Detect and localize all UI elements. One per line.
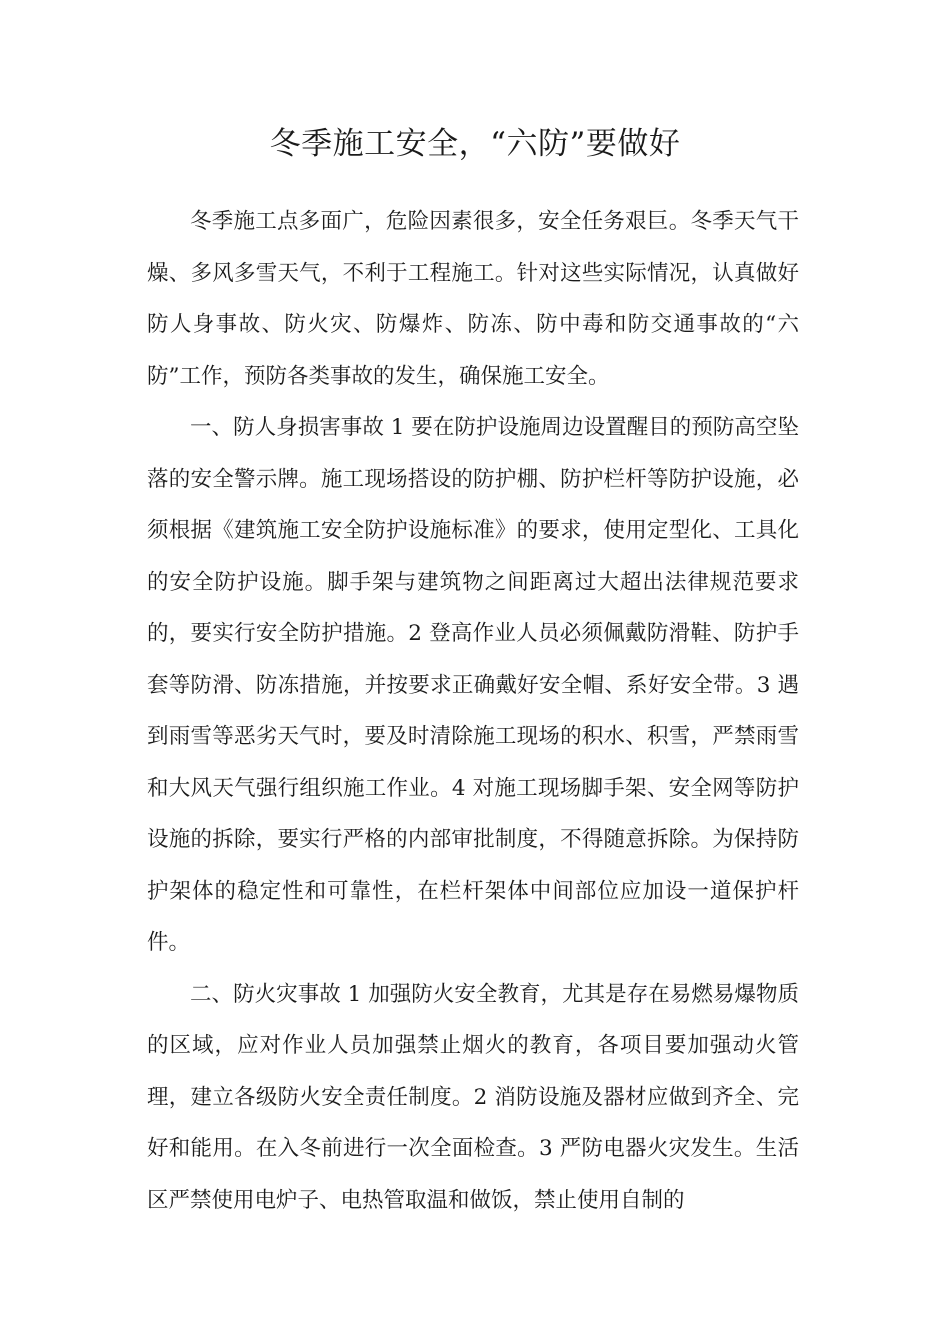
paragraph-section-2: 二、防火灾事故 1 加强防火安全教育，尤其是存在易燃易爆物质的区域，应对作业人员加强禁止烟火的教育，各项目要加强动火管理，建立各级防火安全责任制度。2 消防设施及器材应做到齐全、完好和能用。在入冬前进行一次全面检查。3 严防电器火灾发生。生活区严禁使用电炉子、电热管取温和做饭，禁止使用自制的 [147, 981, 799, 1213]
document-body [147, 196, 799, 1226]
paragraph-intro: 冬季施工点多面广，危险因素很多，安全任务艰巨。冬季天气干燥、多风多雪天气，不利于工程施工。针对这些实际情况，认真做好防人身事故、防火灾、防爆炸、防冻、防中毒和防交通事故的“六防”工作，预防各类事故的发生，确保施工安全。 [147, 209, 799, 389]
paragraph-section-1: 一、防人身损害事故 1 要在防护设施周边设置醒目的预防高空坠落的安全警示牌。施工现场搭设的防护棚、防护栏杆等防护设施，必须根据《建筑施工安全防护设施标准》的要求，使用定型化、工具化的安全防护设施。脚手架与建筑物之间距离过大超出法律规范要求的，要实行安全防护措施。2 登高作业人员必须佩戴防滑鞋、防护手套等防滑、防冻措施，并按要求正确戴好安全帽、系好安全带。3 遇到雨雪等恶劣天气时，要及时清除施工现场的积水、积雪，严禁雨雪和大风天气强行组织施工作业。4 对施工现场脚手架、安全网等防护设施的拆除，要实行严格的内部审批制度，不得随意拆除。为保持防护架体的稳定性和可靠性，在栏杆架体中间部位应加设一道保护杆件。 [147, 415, 799, 955]
document-title: 冬季施工安全，“六防”要做好 [269, 126, 681, 162]
